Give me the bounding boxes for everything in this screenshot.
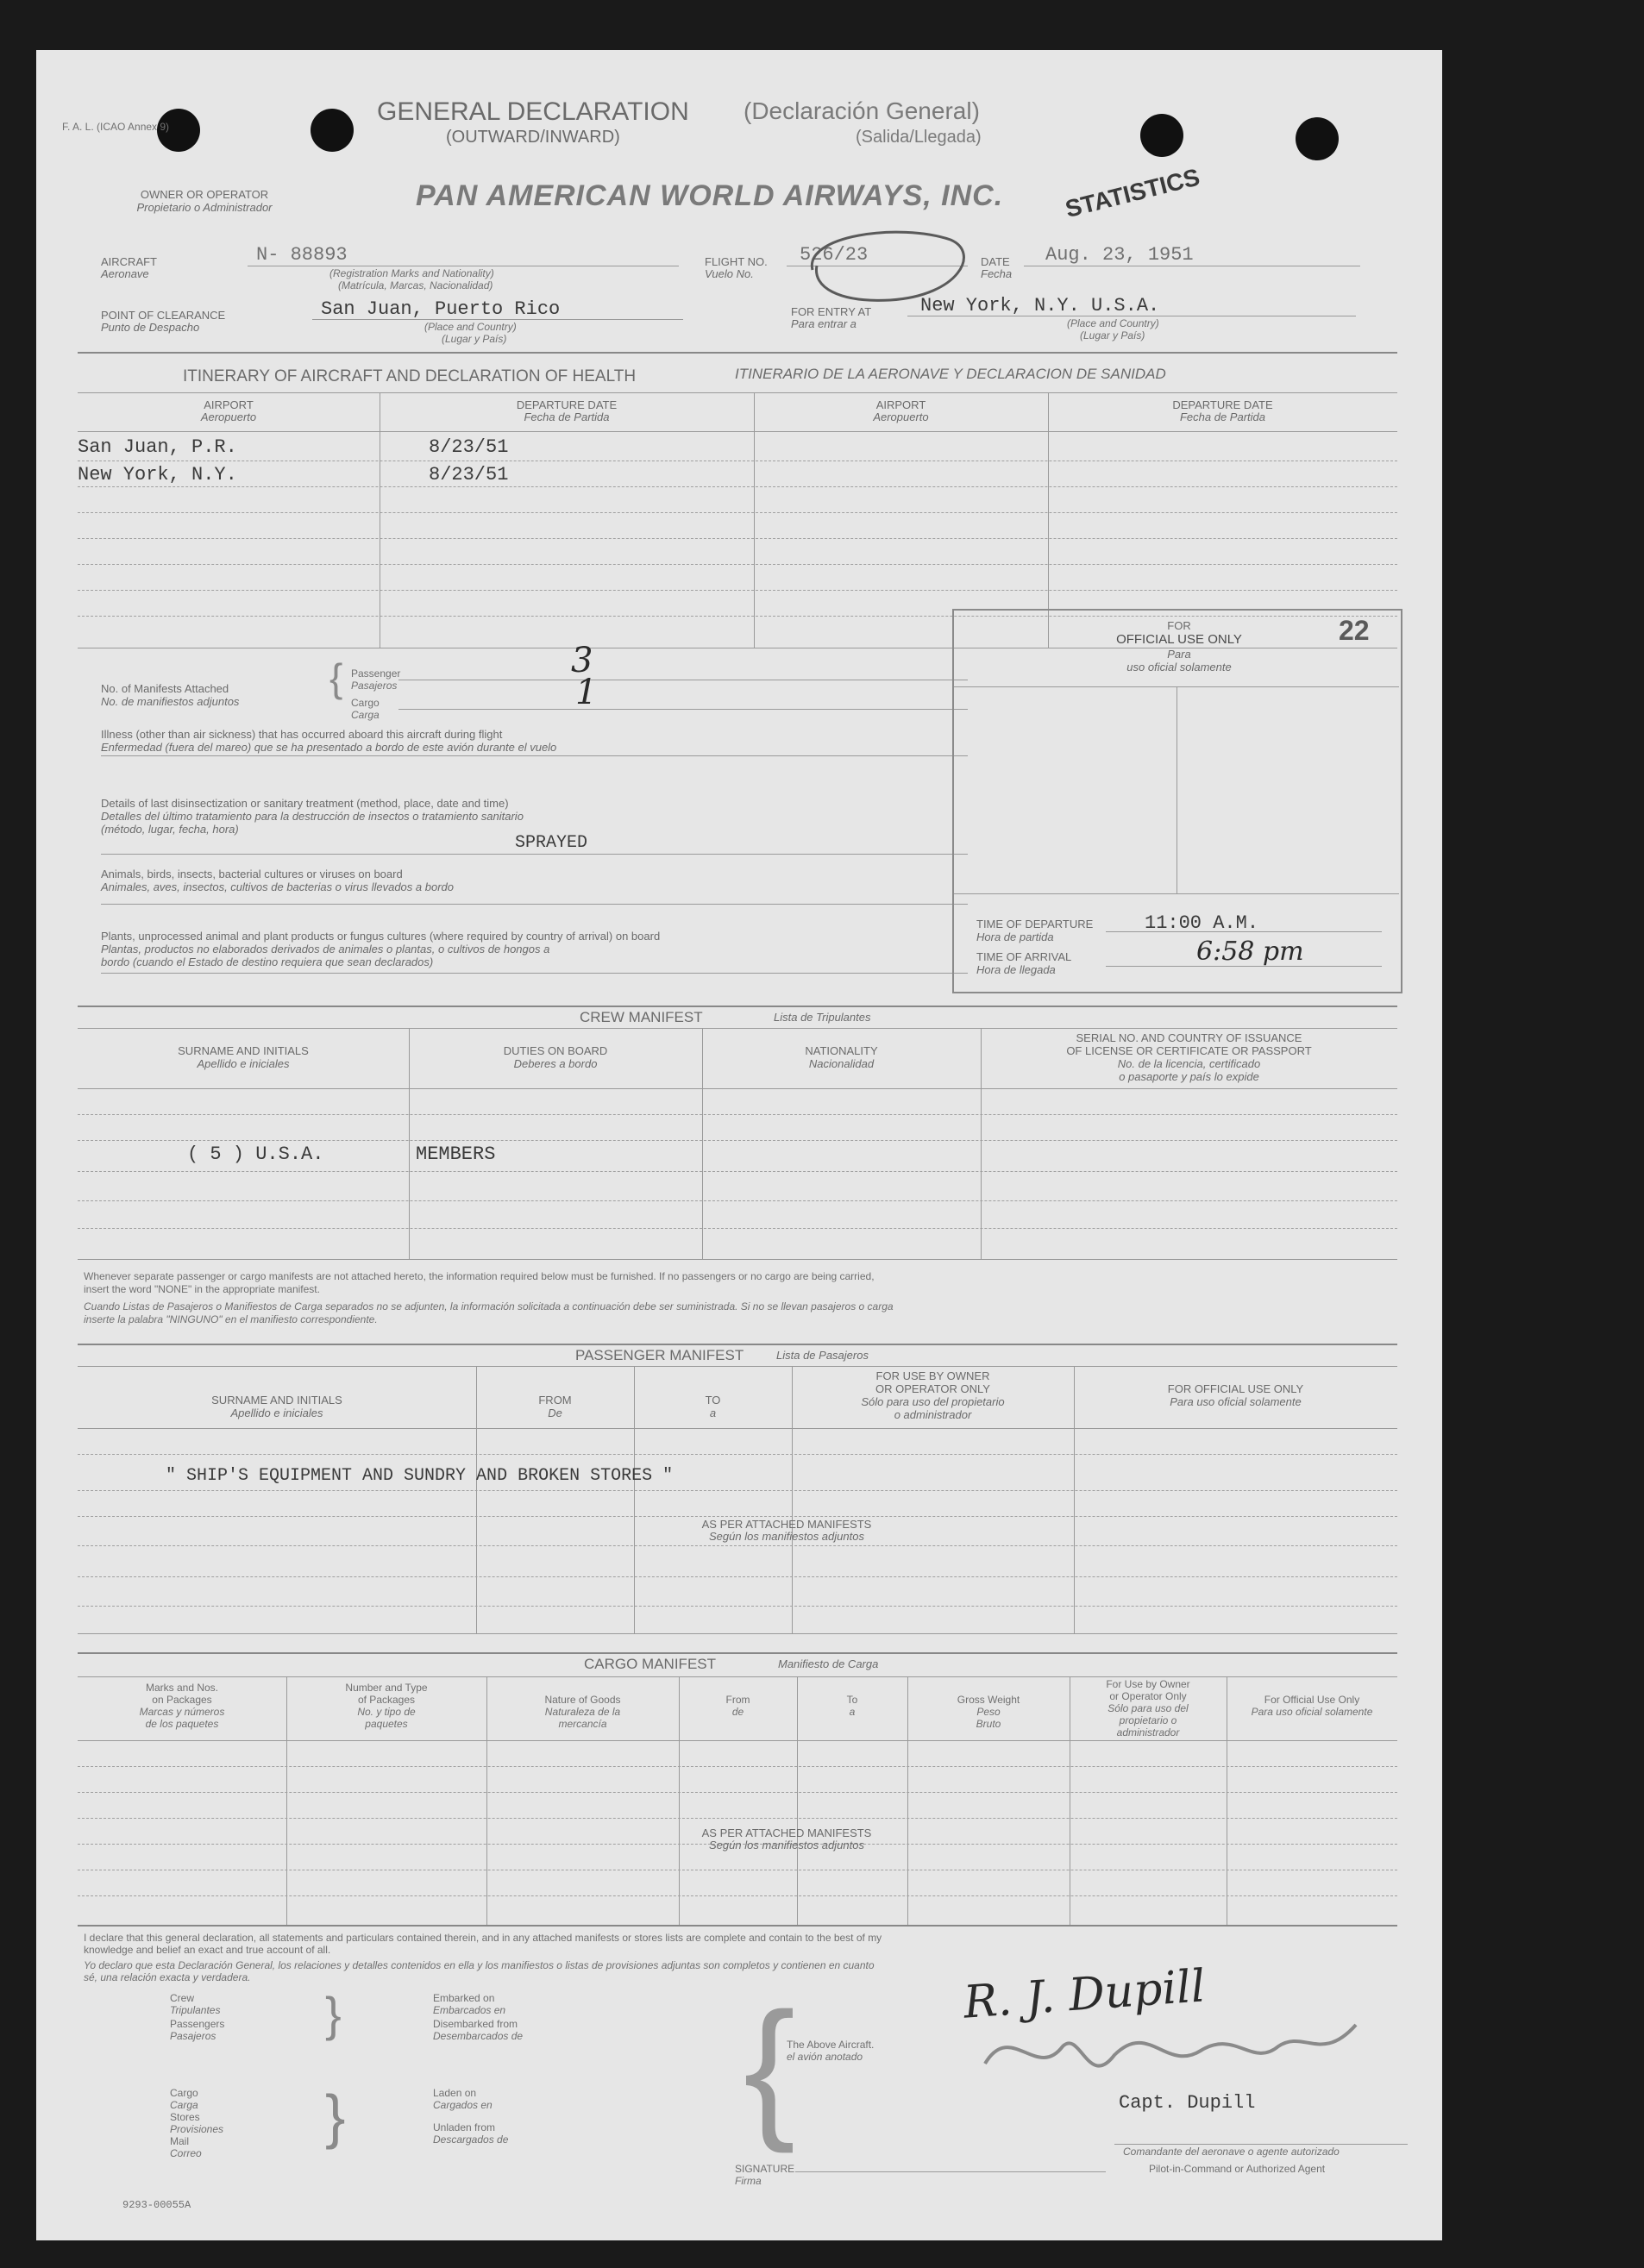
cargo-col-nature-es: Naturaleza de la (544, 1706, 621, 1718)
cargo-col-marks-b: on Packages (152, 1694, 212, 1706)
cargo-col-number-es: No. y tipo de (357, 1706, 416, 1718)
notice-es2: inserte la palabra "NINGUNO" en el manifiesto correspondiente. (84, 1313, 378, 1325)
entry-note: (Place and Country) (1067, 317, 1159, 329)
crew-col-serial-es2: o pasaporte y país lo expide (1119, 1070, 1259, 1083)
clearance-label-es: Punto de Despacho (101, 321, 200, 334)
decl-brace-2: } (325, 2083, 346, 2150)
punch-hole (1140, 114, 1183, 157)
cargo-col-marks: Marks and Nos. (145, 1682, 219, 1694)
official-label-es2: uso oficial solamente (1126, 661, 1232, 674)
disinsect-label-es: Detalles del último tratamiento para la destrucción de insectos o tratamiento sanitario (101, 810, 524, 823)
manifests-label: No. of Manifests Attached (101, 682, 229, 695)
decl-cargo: Cargo (170, 2087, 198, 2099)
crew-col-serial: SERIAL NO. AND COUNTRY OF ISSUANCE (1076, 1031, 1302, 1044)
entry-label: FOR ENTRY AT (791, 305, 872, 318)
cargo-label: Cargo (351, 697, 380, 709)
signature-label: SIGNATURE (735, 2163, 795, 2175)
decl-pax-es: Pasajeros (170, 2030, 216, 2042)
pax-col-to: TO (705, 1394, 721, 1407)
decl-brace-3: { (744, 1981, 796, 2154)
date-value: Aug. 23, 1951 (1045, 244, 1194, 266)
itin-date-1: 8/23/51 (429, 436, 509, 458)
passenger-label: Passenger (351, 667, 401, 680)
decl-disembarked: Disembarked from (433, 2018, 518, 2030)
cargo-col-from: From (725, 1694, 750, 1706)
cargo-col-weight-es2: Bruto (976, 1718, 1001, 1730)
itin-airport-2: New York, N.Y. (78, 464, 237, 486)
notice-en2: insert the word "NONE" in the appropriate manifest. (84, 1283, 320, 1295)
decl-stores: Stores (170, 2111, 200, 2123)
notice-es: Cuando Listas de Pasajeros o Manifiestos de Carga separados no se adjunten, la información solicitada a continuación debe ser suministrada. Si no se llevan pasajeros o carga (84, 1300, 894, 1313)
itin-airport-1: San Juan, P.R. (78, 436, 237, 458)
cargo-attached-es: Según los manifiestos adjuntos (709, 1839, 864, 1851)
cargo-col-owner-es: Sólo para uso del (1108, 1702, 1189, 1714)
cargo-col-marks-es: Marcas y números (139, 1706, 225, 1718)
crew-col-nat-es: Nacionalidad (808, 1057, 875, 1070)
pax-col-owner: FOR USE BY OWNER (875, 1369, 990, 1382)
decl-crew-es: Tripulantes (170, 2004, 221, 2016)
cargo-col-weight-es: Peso (976, 1706, 1001, 1718)
cargo-col-owner-es2: propietario o (1119, 1714, 1177, 1726)
entry-value: New York, N.Y. U.S.A. (920, 295, 1160, 316)
pax-entry: " SHIP'S EQUIPMENT AND SUNDRY AND BROKEN STORES " (166, 1466, 674, 1486)
declaration-es2: sé, una relación exacta y verdadera. (84, 1971, 251, 1983)
crew-entry-duties: MEMBERS (416, 1143, 496, 1165)
decl-embarked-es: Embarcados en (433, 2004, 506, 2016)
date-label: DATE (981, 255, 1010, 268)
cargo-col-from-es: de (731, 1706, 744, 1718)
cargo-col-official: For Official Use Only (1264, 1694, 1360, 1706)
clearance-note-es: (Lugar y País) (442, 333, 507, 345)
pax-col-owner-es2: o administrador (894, 1408, 972, 1421)
entry-label-es: Para entrar a (791, 317, 857, 330)
cargo-col-official-es: Para uso oficial solamente (1251, 1706, 1373, 1718)
manifests-label-es: No. de manifiestos adjuntos (101, 695, 240, 708)
cargo-col-owner: For Use by Owner (1106, 1678, 1190, 1690)
declaration-en: I declare that this general declaration, all statements and particulars contained therein, and in any attached manifests or stores lists are complete and contain to the best of my (84, 1932, 882, 1944)
itin-col-airport2: AIRPORT (875, 398, 926, 411)
pax-col-to-es: a (709, 1407, 717, 1419)
cargo-title-es: Manifiesto de Carga (778, 1657, 879, 1670)
crew-col-serial2: OF LICENSE OR CERTIFICATE OR PASSPORT (1066, 1044, 1312, 1057)
cargo-col-marks-es2: de los paquetes (145, 1718, 219, 1730)
decl-stores-es: Provisiones (170, 2123, 224, 2135)
cargo-col-nature-es2: mercancía (558, 1718, 607, 1730)
plants-label-es: Plantas, productos no elaborados derivados de animales o plantas, o cultivos de hongos a (101, 943, 550, 955)
captain-signature: R. J. Dupill (962, 1960, 1208, 2029)
passenger-title: PASSENGER MANIFEST (575, 1347, 744, 1363)
flight-label: FLIGHT NO. (705, 255, 768, 268)
departure-label: TIME OF DEPARTURE (976, 918, 1094, 930)
declaration-es: Yo declaro que esta Declaración General, los relaciones y detalles contenidos en ella y los manifiestos o listas de provisiones adjuntas son completos y contienen en cuanto (84, 1959, 875, 1971)
cargo-col-number-es2: paquetes (365, 1718, 408, 1730)
owner-label-es: Propietario o Administrador (136, 201, 273, 214)
clearance-label: POINT OF CLEARANCE (101, 309, 226, 322)
date-label-es: Fecha (981, 267, 1013, 280)
disinsect-value: SPRAYED (515, 833, 588, 853)
cargo-attached: AS PER ATTACHED MANIFESTS (701, 1826, 872, 1839)
form-subtitle: (OUTWARD/INWARD) (446, 128, 620, 147)
decl-mail: Mail (170, 2135, 190, 2147)
official-number: 22 (1339, 615, 1370, 646)
aircraft-note-es: (Matrícula, Marcas, Nacionalidad) (338, 279, 493, 291)
statistics-stamp: STATISTICS (1063, 163, 1202, 223)
cargo-col-to-es: a (849, 1706, 856, 1718)
pax-col-name-es: Apellido e iniciales (230, 1407, 323, 1419)
disinsect-label-es2: (método, lugar, fecha, hora) (101, 823, 239, 836)
aircraft-note: (Registration Marks and Nationality) (329, 267, 494, 279)
crew-title-es: Lista de Tripulantes (774, 1011, 871, 1024)
pax-attached: AS PER ATTACHED MANIFESTS (701, 1518, 872, 1531)
commander-label-es: Comandante del aeronave o agente autorizado (1123, 2146, 1340, 2158)
aircraft-label-es: Aeronave (101, 267, 149, 280)
flight-label-es: Vuelo No. (705, 267, 754, 280)
signature-label-es: Firma (735, 2175, 762, 2187)
pax-attached-es: Según los manifiestos adjuntos (709, 1530, 864, 1543)
cargo-col-nature: Nature of Goods (544, 1694, 621, 1706)
animals-label-es: Animales, aves, insectos, cultivos de bacterias o virus llevados a bordo (101, 880, 454, 893)
decl-brace-1: } (325, 1987, 342, 2041)
itin-col-airport: AIRPORT (204, 398, 254, 411)
cargo-col-owner-b: or Operator Only (1109, 1690, 1187, 1702)
arrival-value: 6:58 pm (1196, 937, 1304, 967)
signature-shadow (976, 2003, 1373, 2098)
decl-laden-es: Cargados en (433, 2099, 493, 2111)
arrival-label: TIME OF ARRIVAL (976, 950, 1072, 963)
decl-unladen: Unladen from (433, 2121, 496, 2133)
official-label2: OFFICIAL USE ONLY (1116, 632, 1242, 647)
official-label: FOR (1167, 619, 1191, 632)
departure-value: 11:00 A.M. (1145, 912, 1259, 934)
decl-above-es: el avión anotado (787, 2051, 863, 2063)
pax-col-official-es: Para uso oficial solamente (1170, 1395, 1302, 1408)
pax-col-official: FOR OFFICIAL USE ONLY (1167, 1382, 1304, 1395)
itinerary-title-es: ITINERARIO DE LA AERONAVE Y DECLARACION DE SANIDAD (735, 366, 1166, 382)
crew-col-serial-es: No. de la licencia, certificado (1117, 1057, 1261, 1070)
decl-laden: Laden on (433, 2087, 477, 2099)
itin-col-airport-es: Aeropuerto (200, 410, 257, 423)
decl-unladen-es: Descargados de (433, 2133, 509, 2146)
pax-col-from: FROM (538, 1394, 572, 1407)
arrival-label-es: Hora de llegada (976, 963, 1056, 976)
aircraft-value: N- 88893 (256, 244, 348, 266)
form-title: GENERAL DECLARATION (377, 97, 689, 126)
pax-col-owner-es: Sólo para uso del propietario (861, 1395, 1005, 1408)
decl-above: The Above Aircraft. (787, 2039, 875, 2051)
form-number: 9293-00055A (122, 2199, 191, 2211)
punch-hole (311, 109, 354, 152)
itinerary-title: ITINERARY OF AIRCRAFT AND DECLARATION OF HEALTH (183, 367, 637, 385)
itin-col-date: DEPARTURE DATE (516, 398, 618, 411)
cargo-label-es: Carga (351, 709, 380, 721)
decl-cargo-es: Carga (170, 2099, 198, 2111)
itin-col-date2-es: Fecha de Partida (1179, 410, 1265, 423)
crew-col-name: SURNAME AND INITIALS (178, 1044, 309, 1057)
cargo-col-number: Number and Type (345, 1682, 428, 1694)
itin-date-2: 8/23/51 (429, 464, 509, 486)
aircraft-label: AIRCRAFT (101, 255, 157, 268)
crew-col-duties-es: Deberes a bordo (513, 1057, 598, 1070)
clearance-value: San Juan, Puerto Rico (321, 298, 561, 320)
crew-col-nat: NATIONALITY (805, 1044, 878, 1057)
itin-col-airport2-es: Aeropuerto (873, 410, 929, 423)
flight-value: 526/23 (800, 244, 869, 266)
cargo-col-to: To (846, 1694, 858, 1706)
entry-note-es: (Lugar y País) (1080, 329, 1145, 341)
commander-label: Pilot-in-Command or Authorized Agent (1149, 2163, 1326, 2175)
owner-value: PAN AMERICAN WORLD AIRWAYS, INC. (416, 179, 1004, 212)
declaration-sheet (36, 50, 1442, 2240)
decl-pax: Passengers (170, 2018, 225, 2030)
clearance-note: (Place and Country) (424, 321, 517, 333)
animals-label: Animals, birds, insects, bacterial cultures or viruses on board (101, 868, 403, 880)
crew-entry-name: ( 5 ) U.S.A. (187, 1143, 324, 1165)
pax-col-owner2: OR OPERATOR ONLY (875, 1382, 990, 1395)
flight-circle-mark (795, 218, 976, 304)
decl-crew: Crew (170, 1992, 195, 2004)
icao-note: F. A. L. (ICAO Annex 9) (62, 121, 170, 133)
official-label-es: Para (1167, 648, 1191, 661)
declaration-en2: knowledge and belief an exact and true account of all. (84, 1944, 331, 1956)
passenger-manifests-count: 3 (571, 641, 593, 680)
illness-label: Illness (other than air sickness) that has occurred aboard this aircraft during flight (101, 728, 503, 741)
pax-col-name: SURNAME AND INITIALS (211, 1394, 342, 1407)
passenger-title-es: Lista de Pasajeros (776, 1349, 869, 1362)
cargo-col-weight: Gross Weight (957, 1694, 1020, 1706)
disinsect-label: Details of last disinsectization or sanitary treatment (method, place, date and time) (101, 797, 509, 810)
punch-hole (1296, 117, 1339, 160)
cargo-title: CARGO MANIFEST (584, 1656, 717, 1672)
notice-en: Whenever separate passenger or cargo manifests are not attached hereto, the information required below must be furnished. If no passengers or no cargo are being carried, (84, 1270, 875, 1282)
plants-label-es2: bordo (cuando el Estado de destino requiera que sean declarados) (101, 955, 434, 968)
crew-col-duties: DUTIES ON BOARD (503, 1044, 608, 1057)
departure-label-es: Hora de partida (976, 930, 1054, 943)
plants-label: Plants, unprocessed animal and plant products or fungus cultures (where required by country of arrival) on board (101, 930, 661, 943)
owner-label: OWNER OR OPERATOR (140, 188, 269, 201)
itin-col-date2: DEPARTURE DATE (1172, 398, 1273, 411)
printed-name: Capt. Dupill (1119, 2092, 1256, 2114)
decl-mail-es: Correo (170, 2147, 202, 2159)
cargo-col-number-b: of Packages (357, 1694, 416, 1706)
manifests-brace: { (329, 655, 343, 700)
crew-col-name-es: Apellido e iniciales (197, 1057, 290, 1070)
cargo-col-owner-es3: administrador (1116, 1726, 1180, 1739)
crew-title: CREW MANIFEST (580, 1009, 703, 1025)
decl-disembarked-es: Desembarcados de (433, 2030, 524, 2042)
illness-label-es: Enfermedad (fuera del mareo) que se ha presentado a bordo de este avión durante el vuelo (101, 741, 557, 754)
cargo-manifests-count: 1 (575, 673, 598, 712)
pax-col-from-es: De (548, 1407, 562, 1419)
itin-col-date-es: Fecha de Partida (524, 410, 610, 423)
form-subtitle-es: (Salida/Llegada) (856, 128, 982, 147)
form-title-es: (Declaración General) (744, 97, 980, 124)
decl-embarked: Embarked on (433, 1992, 495, 2004)
passenger-label-es: Pasajeros (351, 680, 398, 692)
